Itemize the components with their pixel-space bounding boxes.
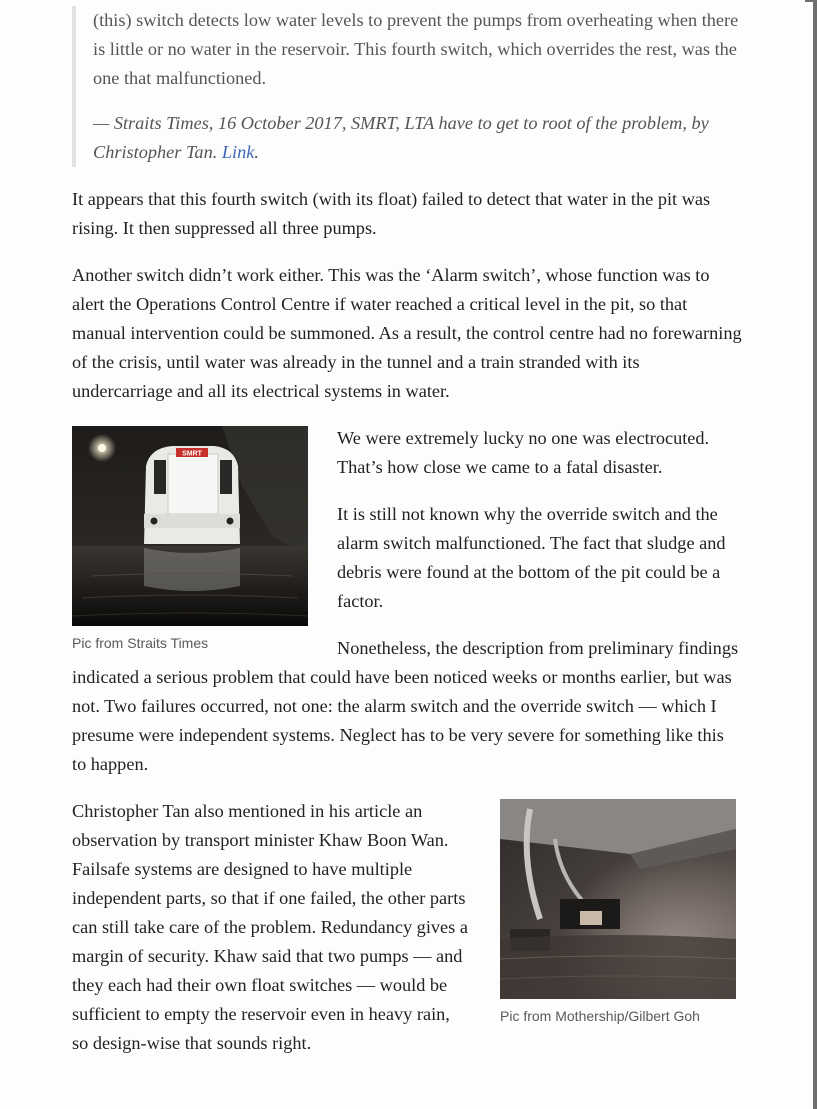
section-train <box>72 424 742 779</box>
citation-text: — Straits Times, 16 October 2017, SMRT, LTA have to get to root of the problem, by Christopher Tan. <box>93 113 709 162</box>
paragraph-1: It appears that this fourth switch (with its float) failed to detect that water in the pit was rising. It then suppressed all three pumps. <box>72 189 711 238</box>
train-photo <box>72 426 308 626</box>
blockquote-text: (this) switch detects low water levels to prevent the pumps from overheating when there is little or no water in the reservoir. This fourth switch, which overrides the rest, was the one that malfunctioned. <box>93 10 739 88</box>
figure-caption: Pic from Straits Times <box>72 635 209 651</box>
section-undercarriage <box>72 797 742 1058</box>
paragraph-4: It is still not known why the override switch and the alarm switch malfunctioned. The fact that sludge and debris were found at the bottom of the pit could be a factor. <box>337 504 726 611</box>
figure-undercarriage <box>500 799 736 1025</box>
paragraph-6: Christopher Tan also mentioned in his article an observation by transport minister Khaw Boon Wan. Failsafe systems are designed to have multiple independent parts, so that if one failed, the other parts can still take care of the problem. Redundancy gives a margin of security. Khaw said that two pumps — and they each had their own float switches — would be sufficient to empty the reservoir even in heavy rain, so design-wise that sounds right. <box>72 801 468 1053</box>
undercarriage-photo <box>500 799 736 999</box>
blockquote-citation <box>93 109 742 167</box>
blockquote <box>72 6 742 167</box>
paragraph-3: We were extremely lucky no one was electrocuted. That’s how close we came to a fatal disaster. <box>337 428 710 477</box>
article-body <box>72 0 742 1058</box>
figure-caption: Pic from Mothership/Gilbert Goh <box>500 1008 700 1024</box>
paragraph-2: Another switch didn’t work either. This was the ‘Alarm switch’, whose function was to alert the Operations Control Centre if water reached a critical level in the pit, so that manual intervention could be summoned. As a result, the control centre had no forewarning of the crisis, until water was already in the tunnel and a train stranded with its undercarriage and all its electrical systems in water. <box>72 265 742 401</box>
paragraph-5: Nonetheless, the description from preliminary findings indicated a serious problem that could have been noticed weeks or months earlier, but was not. Two failures occurred, not one: the alarm switch and the override switch — which I presume were independent systems. Neglect has to be very severe for something like this to happen. <box>72 638 739 774</box>
citation-suffix: . <box>254 142 259 162</box>
figure-train <box>72 426 308 652</box>
page-edge <box>813 0 817 1109</box>
citation-link[interactable]: Link <box>221 142 255 162</box>
smrt-logo-text: SMRT <box>182 450 202 458</box>
